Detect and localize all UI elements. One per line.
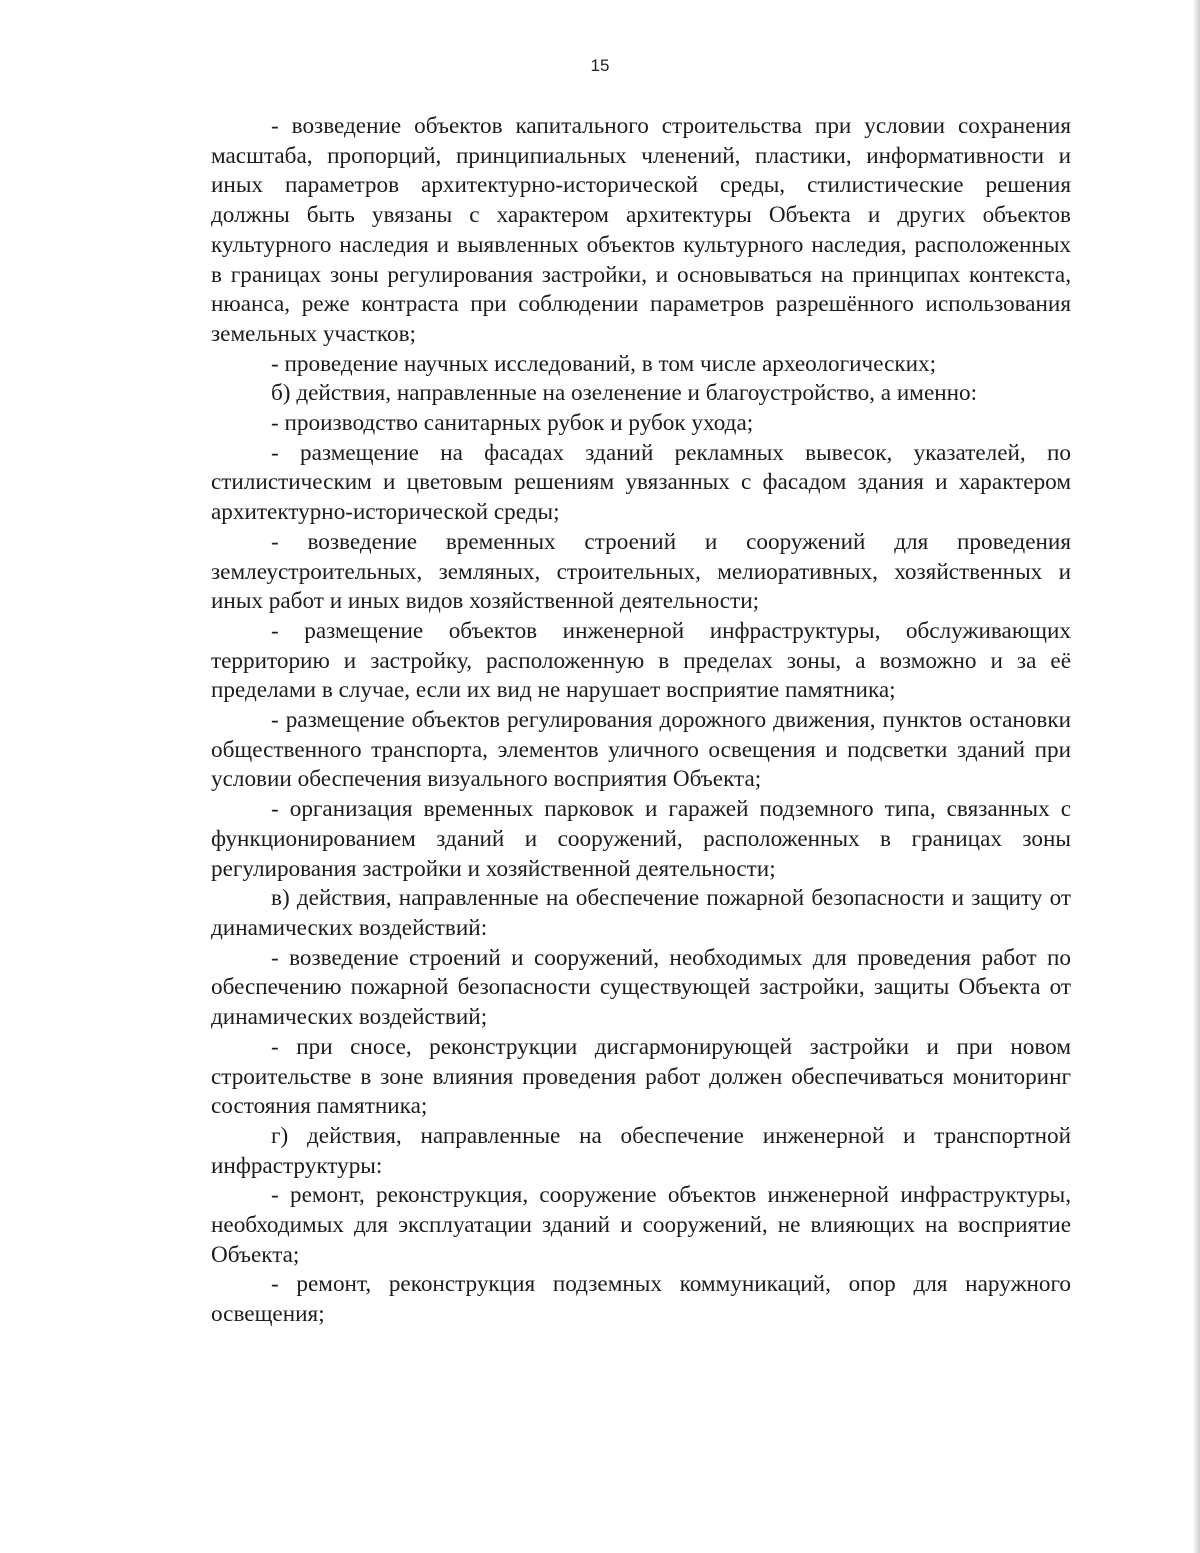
paragraph-repair-infrastructure: - ремонт, реконструкция, сооружение объектов инженерной инфраструктуры, необходимых для эксплуатации зданий и сооружений, не влияющих на восприятие Объекта;: [211, 1182, 1071, 1268]
paragraph-scientific-research: - проведение научных исследований, в том числе археологических;: [271, 350, 937, 377]
scan-edge-shadow: [1194, 0, 1200, 1553]
paragraph-monitoring: - при сносе, реконструкции дисгармонирующей застройки и при новом строительстве в зоне влияния проведения работ должен обеспечиваться мониторинг состояния памятника;: [211, 1033, 1071, 1120]
paragraph-traffic-regulation: - размещение объектов регулирования дорожного движения, пунктов остановки общественного транспорта, элементов уличного освещения и подсветки зданий при условии обеспечения визуального восприятия Объекта;: [211, 707, 1071, 793]
paragraph-section-v-heading: в) действия, направленные на обеспечение пожарной безопасности и защиту от динамических воздействий:: [211, 885, 1071, 941]
paragraph-capital-construction: - возведение объектов капитального строительства при условии сохранения масштаба, пропорций, принципиальных членений, пластики, информативности и иных параметров архитектурно-исторической среды, стилистические решения должны быть увязаны с характером архитектуры Объекта и других объектов культурного наследия и выявленных объектов культурного наследия, расположенных в границах зоны регулирования застройки, и основываться на принципах контекста, нюанса, реже контраста при соблюдении параметров разрешённого использования земельных участков;: [211, 113, 1071, 347]
paragraph-temporary-parking: - организация временных парковок и гаражей подземного типа, связанных с функционированием зданий и сооружений, расположенных в границах зоны регулирования застройки и хозяйственной деятельности;: [211, 796, 1071, 882]
paragraph-engineering-infrastructure: - размещение объектов инженерной инфраструктуры, обслуживающих территорию и застройку, расположенную в пределах зоны, а возможно и за её пределами в случае, если их вид не нарушает восприятие памятника;: [211, 617, 1071, 704]
paragraph-section-g-heading: г) действия, направленные на обеспечение инженерной и транспортной инфраструктуры:: [211, 1122, 1071, 1179]
paragraph-sanitary-felling: - производство санитарных рубок и рубок ухода;: [271, 410, 754, 437]
document-body: [211, 112, 1071, 1330]
paragraph-section-b-heading: б) действия, направленные на озеленение и благоустройство, а именно:: [271, 380, 978, 407]
paragraph-temporary-structures: - возведение временных строений и сооружений для проведения землеустроительных, земляных, строительных, мелиоративных, хозяйственных и иных работ и иных видов хозяйственной деятельности;: [211, 528, 1071, 615]
paragraph-underground-communications: - ремонт, реконструкция подземных коммуникаций, опор для наружного освещения;: [211, 1271, 1071, 1328]
paragraph-fire-safety-structures: - возведение строений и сооружений, необходимых для проведения работ по обеспечению пожарной безопасности существующей застройки, защиты Объекта от динамических воздействий;: [211, 944, 1071, 1031]
page-number: 15: [590, 56, 610, 75]
paragraph-advertising-signs: - размещение на фасадах зданий рекламных вывесок, указателей, по стилистическим и цветовым решениям увязанных с фасадом здания и характером архитектурно-исторической среды;: [211, 439, 1071, 526]
